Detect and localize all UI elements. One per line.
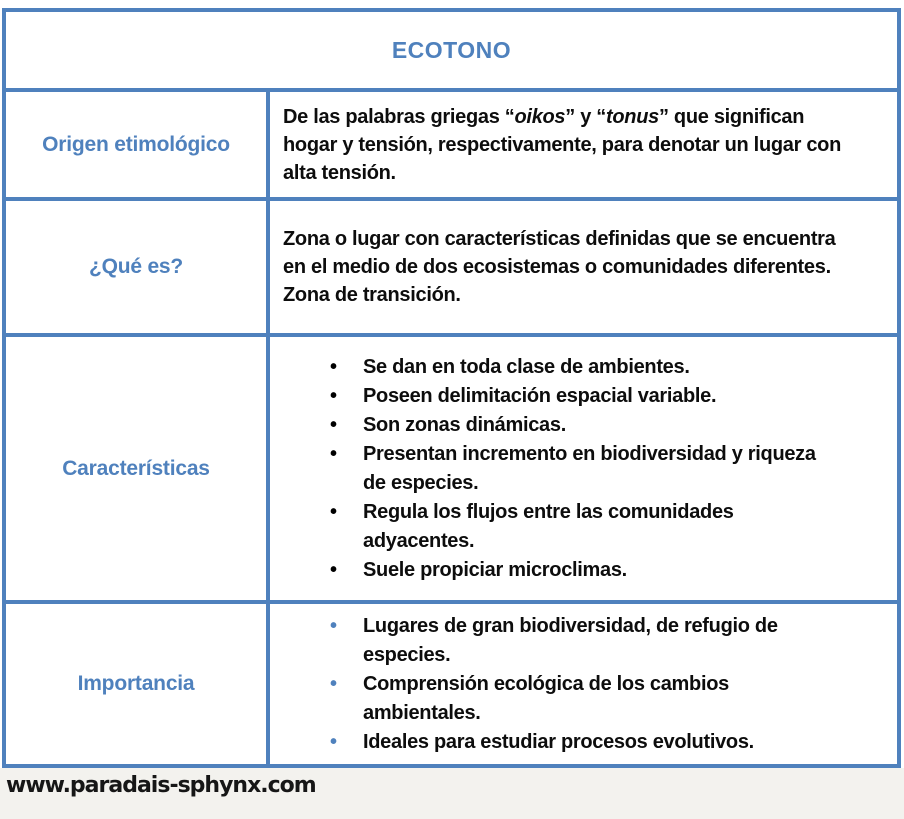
bullet-text: Son zonas dinámicas. [363, 413, 566, 436]
row-label-importancia: Importancia [6, 604, 270, 764]
bullet-icon: • [330, 384, 337, 407]
row-content-caracteristicas [270, 337, 897, 600]
bullet-item [283, 670, 843, 728]
row-content-importancia [270, 604, 897, 764]
bullet-item [283, 411, 843, 440]
row-label-que-es: ¿Qué es? [6, 201, 270, 333]
bullet-icon: • [330, 355, 337, 378]
bullet-text: Se dan en toda clase de ambientes. [363, 355, 690, 378]
importancia-bullet-list [283, 612, 887, 757]
row-content-que-es [270, 201, 897, 333]
bullet-text: Comprensión ecológica de los cambios ambientales. [363, 672, 729, 724]
ecotone-table [2, 8, 901, 768]
paragraph-line: Zona o lugar con características definidas que se encuentra en el medio de dos ecosistemas o comunidades diferentes. [283, 228, 836, 278]
bullet-item [283, 556, 843, 585]
bullet-item [283, 353, 843, 382]
row-importancia [6, 600, 897, 764]
website-url: www.paradais-sphynx.com [6, 773, 316, 798]
bullet-item [283, 728, 843, 757]
text-segment: ” y “ [565, 105, 607, 128]
table-title: ECOTONO [391, 36, 512, 63]
row-que-es [6, 197, 897, 333]
bullet-text: Regula los flujos entre las comunidades adyacentes. [363, 500, 734, 552]
bullet-item [283, 498, 843, 556]
footer-band [0, 768, 904, 819]
paragraph-line: Zona de transición. [283, 284, 461, 306]
bullet-icon: • [330, 413, 337, 436]
bullet-icon: • [330, 672, 337, 695]
bullet-icon: • [330, 614, 337, 637]
bullet-icon: • [330, 500, 337, 523]
bullet-text: Ideales para estudiar procesos evolutivos. [363, 730, 754, 753]
italic-term: tonus [606, 105, 659, 128]
row-origen-etimologico [6, 88, 897, 197]
caracteristicas-bullet-list [283, 353, 887, 585]
bullet-item [283, 382, 843, 411]
bullet-item [283, 440, 843, 498]
bullet-text: Poseen delimitación espacial variable. [363, 384, 717, 407]
row-label-caracteristicas: Características [6, 337, 270, 600]
bullet-item [283, 612, 843, 670]
text-segment: De las palabras griegas “ [283, 105, 515, 128]
bullet-text: Presentan incremento en biodiversidad y riqueza de especies. [363, 442, 816, 494]
bullet-text: Suele propiciar microclimas. [363, 558, 627, 581]
row-caracteristicas [6, 333, 897, 600]
text-segment: ” que significan hogar y tensión, respectivamente, para denotar un lugar con alta tensión. [283, 105, 841, 184]
table-header-row [6, 12, 897, 88]
bullet-icon: • [330, 442, 337, 465]
row-label-origen: Origen etimológico [6, 92, 270, 197]
row-content-origen [270, 92, 897, 197]
bullet-icon: • [330, 558, 337, 581]
bullet-icon: • [330, 730, 337, 753]
italic-term: oikos [514, 105, 566, 128]
bullet-text: Lugares de gran biodiversidad, de refugio de especies. [363, 614, 778, 666]
origen-paragraph [283, 103, 848, 187]
que-es-paragraphs [283, 225, 848, 309]
